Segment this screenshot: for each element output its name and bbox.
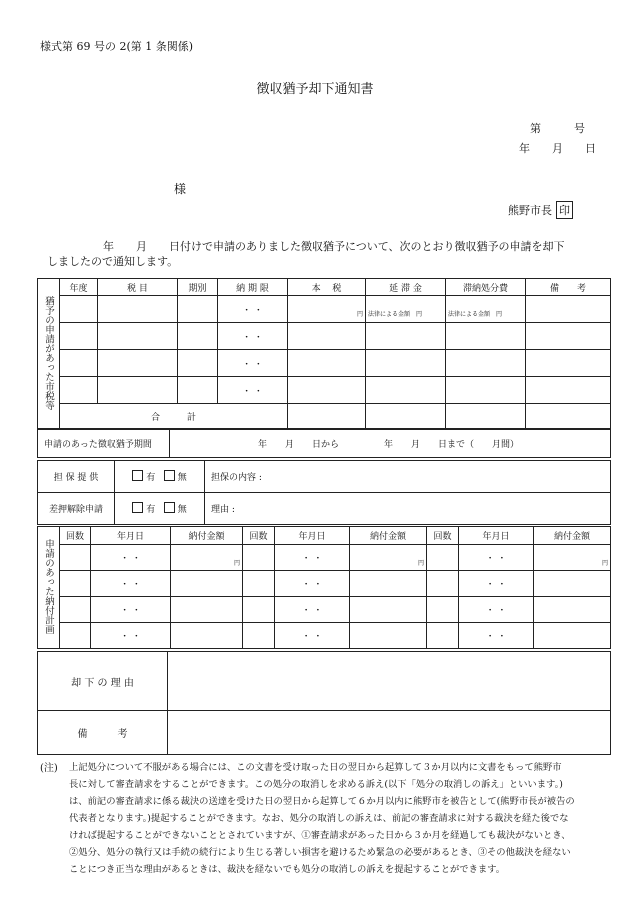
tax-side-label: 猶予の申請があった市税等 xyxy=(38,279,60,430)
plan-date-cell: ・ ・ xyxy=(459,571,534,597)
release-no-checkbox[interactable] xyxy=(164,502,175,513)
note-prefix: (注) xyxy=(40,763,58,774)
plan-date-cell: ・ ・ xyxy=(275,623,350,649)
intro-line-1: 年 月 日付けで申請のありました徴収猶予について、次のとおり徴収猶予の申請を却下 xyxy=(103,240,565,253)
issuer-block xyxy=(508,201,573,219)
yen-unit: 円 xyxy=(417,559,424,567)
note-body xyxy=(69,759,575,878)
application-info-table xyxy=(37,428,611,458)
seal-mark: 印 xyxy=(556,201,573,219)
plan-header-date-1: 年月日 xyxy=(91,527,171,545)
plan-header-count-1: 回数 xyxy=(60,527,91,545)
table-row xyxy=(38,350,611,377)
addressee-suffix: 様 xyxy=(174,182,187,196)
header-late-fee: 延 滞 金 xyxy=(366,279,446,296)
due-date-cell: ・ ・ xyxy=(218,296,288,323)
form-number: 様式第 69 号の 2(第 1 条関係) xyxy=(40,40,194,53)
security-detail-label: 担保の内容 : xyxy=(205,461,611,493)
legal-amount-label: 法律による金額 円 xyxy=(448,311,503,318)
security-no-checkbox[interactable] xyxy=(164,470,175,481)
header-principal: 本 税 xyxy=(288,279,366,296)
plan-date-cell: ・ ・ xyxy=(91,571,171,597)
period-value: 年 月 日から 年 月 日まで（ 月間） xyxy=(170,429,611,458)
plan-date-cell: ・ ・ xyxy=(91,623,171,649)
plan-date-cell: ・ ・ xyxy=(275,571,350,597)
security-label: 担 保 提 供 xyxy=(38,461,115,493)
header-period: 期別 xyxy=(178,279,218,296)
total-row xyxy=(38,404,611,430)
security-yes-checkbox[interactable] xyxy=(132,470,143,481)
plan-date-cell: ・ ・ xyxy=(459,597,534,623)
plan-header-amount-1: 納付金額 xyxy=(171,527,243,545)
table-row xyxy=(38,296,611,323)
due-date-cell: ・ ・ xyxy=(218,377,288,404)
due-date-cell: ・ ・ xyxy=(218,350,288,377)
note-line: 長に対して審査請求をすることができます。この処分の取消しを求める訴え(以下「処分の取消しの訴え」といいます。) xyxy=(69,779,563,790)
period-label: 申請のあった徴収猶予期間 xyxy=(38,429,170,458)
plan-header-date-3: 年月日 xyxy=(459,527,534,545)
yen-unit: 円 xyxy=(233,559,240,567)
plan-header-count-2: 回数 xyxy=(243,527,275,545)
issue-date: 年 月 日 xyxy=(519,142,596,155)
note-line: ことにつき正当な理由があるときは、裁決を経ないでも処分の取消しの訴えを提起することができます。 xyxy=(69,864,506,875)
header-tax-item: 税 目 xyxy=(98,279,178,296)
release-options: 有 無 xyxy=(115,493,205,525)
note-line: 代表者となります。)提起することができます。なお、処分の取消しの訴えは、前記の審査請求に対する裁決を経た後でな xyxy=(69,813,569,824)
table-row xyxy=(38,623,611,649)
payment-plan-table xyxy=(37,526,611,649)
table-row xyxy=(38,377,611,404)
note-line: ければ提起することができないこととされていますが、①審査請求があった日から３か月を経過しても裁決がないとき、 xyxy=(69,830,571,841)
note-line: 上記処分について不服がある場合には、この文書を受け取った日の翌日から起算して３か月以内に文書をもって熊野市 xyxy=(69,762,562,773)
plan-date-cell: ・ ・ xyxy=(275,545,350,571)
document-title: 徴収猶予却下通知書 xyxy=(256,82,374,97)
document-number: 第 号 xyxy=(530,122,585,135)
reason-remarks-table xyxy=(37,651,611,755)
header-due-date: 納 期 限 xyxy=(218,279,288,296)
tax-table xyxy=(37,278,611,430)
table-row xyxy=(38,597,611,623)
table-row xyxy=(38,323,611,350)
legal-amount-label: 法律による金額 円 xyxy=(368,311,423,318)
plan-side-label: 申請のあった納付計画 xyxy=(38,527,60,649)
note-line: は、前記の審査請求に係る裁決の送達を受けた日の翌日から起算して６か月以内に熊野市を被告として(熊野市長が被告の xyxy=(69,796,575,807)
note-line: ②処分、処分の執行又は手続の続行により生じる著しい損害を避けるため緊急の必要があるとき、③その他裁決を経ない xyxy=(69,847,571,858)
issuer-name: 熊野市長 xyxy=(508,204,552,217)
remarks-field[interactable] xyxy=(168,711,611,755)
intro-line-2: しましたので通知します。 xyxy=(47,255,179,268)
release-yes-checkbox[interactable] xyxy=(132,502,143,513)
table-row xyxy=(38,571,611,597)
plan-header-date-2: 年月日 xyxy=(275,527,350,545)
release-label: 差押解除申請 xyxy=(38,493,115,525)
remarks-label: 備 考 xyxy=(38,711,168,755)
security-options: 有 無 xyxy=(115,461,205,493)
header-disposition-cost: 滞納処分費 xyxy=(446,279,526,296)
header-year: 年度 xyxy=(60,279,98,296)
plan-date-cell: ・ ・ xyxy=(91,545,171,571)
reason-field[interactable] xyxy=(168,652,611,711)
yen-unit: 円 xyxy=(601,559,608,567)
yen-unit: 円 xyxy=(356,311,363,318)
plan-date-cell: ・ ・ xyxy=(275,597,350,623)
plan-date-cell: ・ ・ xyxy=(91,597,171,623)
total-label: 合 計 xyxy=(60,404,288,430)
plan-header-count-3: 回数 xyxy=(427,527,459,545)
plan-date-cell: ・ ・ xyxy=(459,545,534,571)
table-row xyxy=(38,545,611,571)
plan-header-amount-3: 納付金額 xyxy=(534,527,611,545)
security-table xyxy=(37,460,611,525)
plan-date-cell: ・ ・ xyxy=(459,623,534,649)
plan-header-amount-2: 納付金額 xyxy=(350,527,427,545)
header-remarks: 備 考 xyxy=(526,279,611,296)
release-detail-label: 理由 : xyxy=(205,493,611,525)
due-date-cell: ・ ・ xyxy=(218,323,288,350)
reason-label: 却 下 の 理 由 xyxy=(38,652,168,711)
